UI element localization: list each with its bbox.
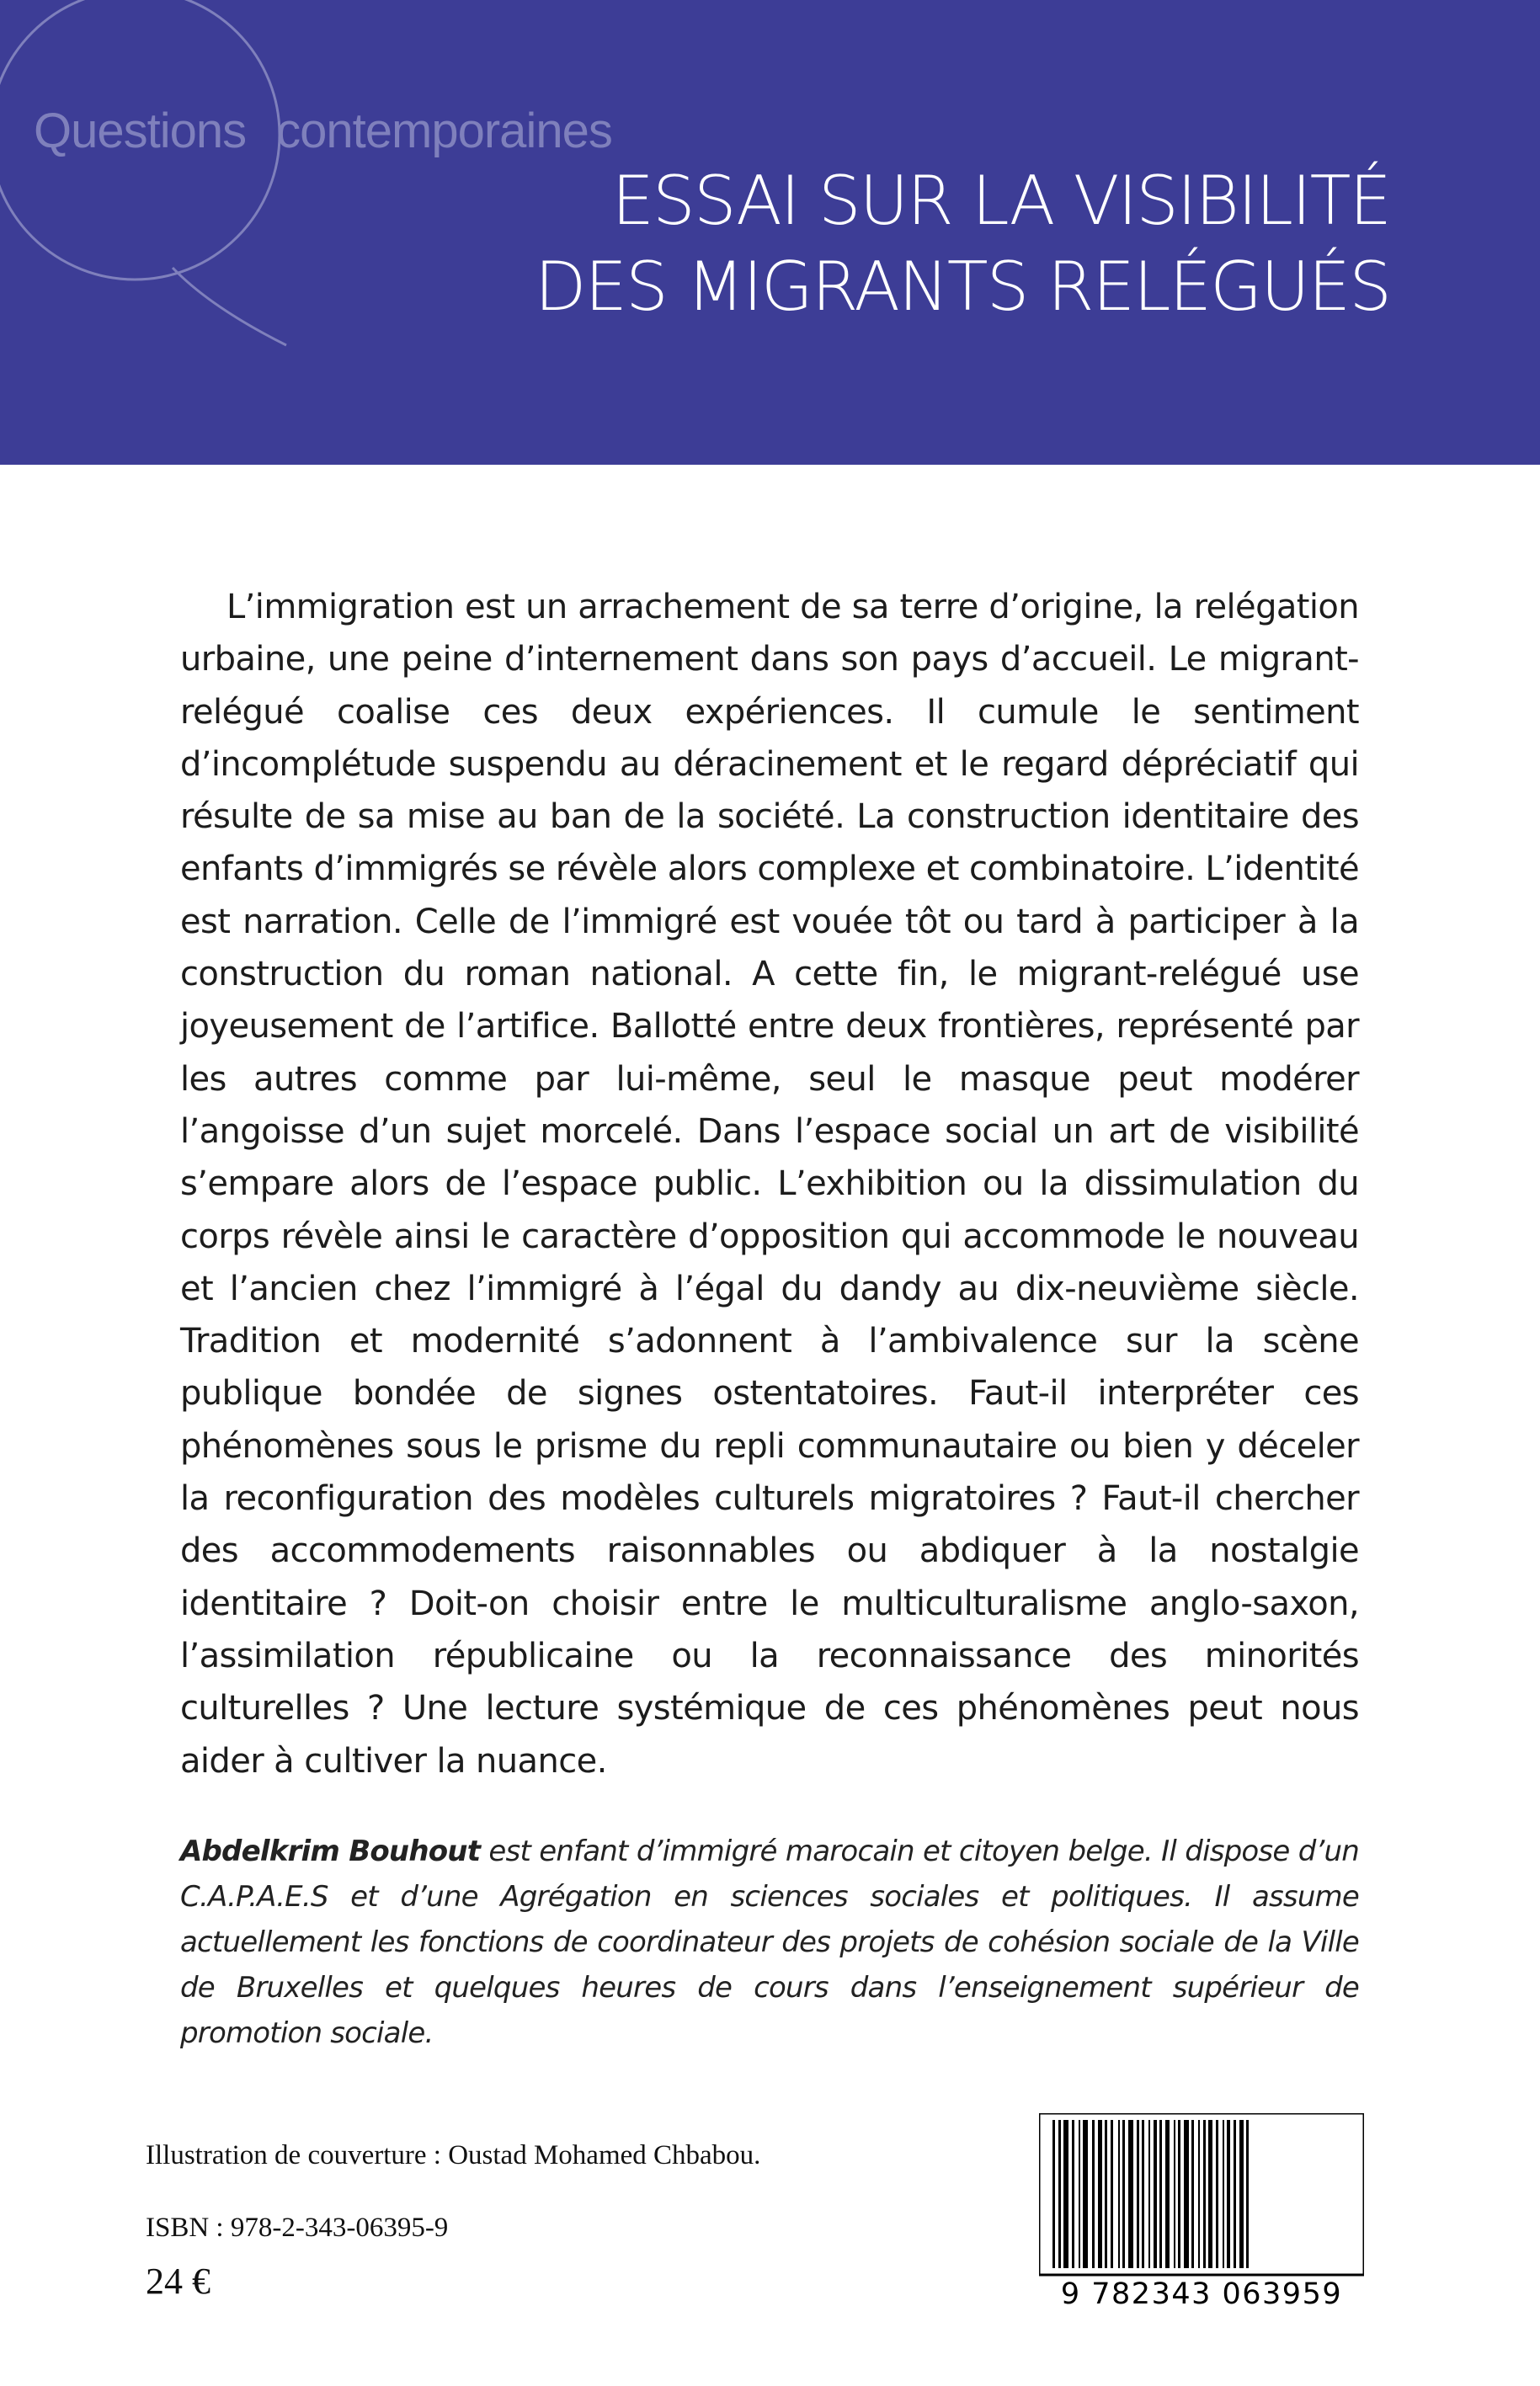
barcode-bar	[1137, 2120, 1139, 2268]
barcode-bar	[1174, 2120, 1175, 2268]
book-title	[380, 158, 1390, 330]
barcode-icon	[1039, 2113, 1364, 2282]
barcode-bar	[1118, 2120, 1120, 2268]
barcode-bar	[1184, 2120, 1189, 2268]
barcode-digits: 9 782343 063959	[1060, 2277, 1343, 2311]
barcode-bar	[1072, 2120, 1074, 2268]
barcode-bar	[1227, 2120, 1230, 2268]
barcode-bar	[1246, 2120, 1249, 2268]
barcode-bar	[1098, 2120, 1102, 2268]
barcode-bar	[1105, 2120, 1107, 2268]
barcode-bar	[1092, 2120, 1095, 2268]
illustration-credit: Illustration de couverture : Oustad Mohamed Chbabou.	[146, 2140, 761, 2170]
author-name: Abdelkrim Bouhout	[180, 1835, 481, 1868]
barcode-bar	[1083, 2120, 1088, 2268]
barcode-bar	[1122, 2120, 1125, 2268]
barcode-bar	[1178, 2120, 1180, 2268]
barcode-bar	[1159, 2120, 1162, 2268]
barcode-bar	[1239, 2120, 1244, 2268]
barcode-bar	[1216, 2120, 1218, 2268]
series-word-1: Questions	[34, 104, 247, 158]
book-blurb: L’immigration est un arrachement de sa terre d’origine, la relégation urbaine, une peine d’internement dans son pays d’accueil. Le migrant-relégué coalise ces deux expériences. Il cumule le sentiment d’incomplétude suspendu au déracinement et le regard dépréciatif qui résulte de sa mise au ban de la société. La construction identitaire des enfants d’immigrés se révèle alors complexe et combinatoire. L’identité est narration. Celle de l’immigré est vouée tôt ou tard à participer à la construction du roman national. A cette fin, le migrant-relégué use joyeusement de l’artifice. Ballotté entre deux frontières, représenté par les autres comme par lui-même, seul le masque peut modérer l’angoisse d’un sujet morcelé. Dans l’espace social un art de visibilité s’empare alors de l’espace public. L’exhibition ou la dissimulation du corps révèle ainsi le caractère d’opposition qui accommode le nouveau et l’ancien chez l’immigré à l’égal du dandy au dix-neuvième siècle. Tradition et modernité s’adonnent à l’ambivalence sur la scène publique bondée de signes ostentatoires. Faut-il interpréter ces phénomènes sous le prisme du repli communautaire ou bien y déceler la reconfiguration des modèles culturels migratoires ? Faut-il chercher des accommodements raisonnables ou abdiquer à la nostalgie identitaire ? Doit-on choisir entre le multiculturalisme anglo-saxon, l’assimilation républicaine ou la reconnaissance des minorités culturelles ? Une lecture systémique de ces phénomènes peut nous aider à cultiver la nuance.	[180, 588, 1359, 1781]
barcode-bar	[1203, 2120, 1206, 2268]
series-word-2: contemporaines	[276, 104, 612, 158]
barcode-bar	[1058, 2120, 1061, 2268]
barcode-bars	[1052, 2120, 1249, 2268]
barcode-bar	[1154, 2120, 1157, 2268]
barcode-bar	[1063, 2120, 1068, 2268]
barcode-bar	[1208, 2120, 1212, 2268]
barcode-bar	[1165, 2120, 1170, 2268]
barcode-bar	[1148, 2120, 1150, 2268]
barcode-bar	[1142, 2120, 1144, 2268]
barcode-bar	[1198, 2120, 1200, 2268]
author-bio-text: est enfant d’immigré marocain et citoyen belge. Il dispose d’un C.A.P.A.E.S et d’une Agrégation en sciences sociales et politiques. Il assume actuellement les fonctions de coordinateur des projets de cohésion sociale de la Ville de Bruxelles et quelques heures de cours dans l’enseignement supérieur de promotion sociale.	[180, 1835, 1359, 2050]
q-logo-icon	[0, 0, 337, 465]
barcode-bar	[1234, 2120, 1236, 2268]
price: 24 €	[146, 2261, 210, 2302]
barcode-bar	[1052, 2120, 1055, 2268]
series-name	[34, 103, 612, 159]
barcode-bar	[1223, 2120, 1224, 2268]
cover-header	[0, 0, 1540, 465]
author-bio	[180, 1829, 1359, 2056]
book-title-line-2: DES MIGRANTS RELÉGUÉS	[534, 248, 1390, 326]
barcode-bar	[1128, 2120, 1133, 2268]
barcode-bar	[1191, 2120, 1194, 2268]
book-title-line-1: ESSAI SUR LA VISIBILITÉ	[611, 162, 1390, 240]
barcode-bar	[1079, 2120, 1080, 2268]
isbn: ISBN : 978-2-343-06395-9	[146, 2213, 449, 2243]
barcode-bar	[1111, 2120, 1113, 2268]
barcode	[1039, 2113, 1364, 2324]
